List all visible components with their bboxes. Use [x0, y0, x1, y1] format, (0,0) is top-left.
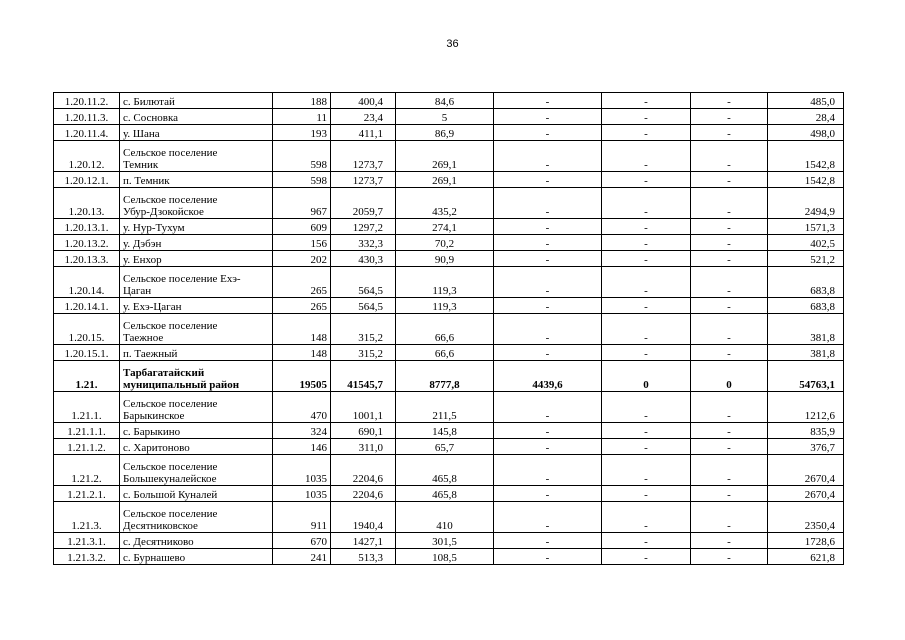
cell-code: 1.20.13.2. — [54, 235, 120, 251]
cell-value-1: 1940,4 — [331, 502, 396, 533]
cell-population: 19505 — [273, 361, 331, 392]
table-row — [54, 314, 844, 345]
cell-name — [120, 298, 273, 314]
cell-value-3: - — [494, 298, 602, 314]
cell-name — [120, 267, 273, 298]
cell-total: 2670,4 — [768, 486, 844, 502]
cell-value-5: - — [691, 439, 768, 455]
cell-code: 1.20.12. — [54, 141, 120, 172]
cell-value-2: 465,8 — [396, 486, 494, 502]
cell-value-3: - — [494, 392, 602, 423]
cell-total: 381,8 — [768, 345, 844, 361]
cell-name-line: Таежное — [123, 332, 164, 344]
cell-name-line: Сельское поселение — [123, 398, 218, 410]
cell-total: 1212,6 — [768, 392, 844, 423]
cell-value-4: - — [602, 141, 691, 172]
cell-value-4: - — [602, 533, 691, 549]
cell-value-4: - — [602, 93, 691, 109]
cell-value-1: 513,3 — [331, 549, 396, 565]
cell-value-2: 410 — [396, 502, 494, 533]
cell-total: 28,4 — [768, 109, 844, 125]
cell-value-4: - — [602, 314, 691, 345]
table-row — [54, 361, 844, 392]
cell-total: 402,5 — [768, 235, 844, 251]
cell-value-2: 119,3 — [396, 298, 494, 314]
cell-total: 485,0 — [768, 93, 844, 109]
cell-value-1: 2204,6 — [331, 455, 396, 486]
cell-value-1: 315,2 — [331, 345, 396, 361]
cell-value-2: 211,5 — [396, 392, 494, 423]
cell-value-5: - — [691, 219, 768, 235]
cell-name — [120, 502, 273, 533]
cell-code: 1.21.3.2. — [54, 549, 120, 565]
cell-value-1: 1273,7 — [331, 172, 396, 188]
cell-value-1: 332,3 — [331, 235, 396, 251]
cell-value-1: 23,4 — [331, 109, 396, 125]
cell-value-5: - — [691, 125, 768, 141]
table-row — [54, 141, 844, 172]
table-row — [54, 439, 844, 455]
table-row — [54, 172, 844, 188]
cell-value-5: - — [691, 188, 768, 219]
cell-value-4: - — [602, 455, 691, 486]
cell-total: 376,7 — [768, 439, 844, 455]
cell-name-line: с. Сосновка — [123, 112, 179, 124]
cell-value-5: - — [691, 251, 768, 267]
cell-total: 683,8 — [768, 298, 844, 314]
cell-code: 1.20.13.3. — [54, 251, 120, 267]
page-number: 36 — [446, 38, 459, 50]
cell-name-line: Сельское поселение — [123, 147, 218, 159]
cell-value-5: - — [691, 267, 768, 298]
cell-value-1: 41545,7 — [331, 361, 396, 392]
table-row — [54, 109, 844, 125]
cell-value-3: - — [494, 267, 602, 298]
cell-value-1: 400,4 — [331, 93, 396, 109]
cell-total: 621,8 — [768, 549, 844, 565]
cell-value-4: - — [602, 392, 691, 423]
cell-population: 911 — [273, 502, 331, 533]
cell-name — [120, 172, 273, 188]
cell-population: 324 — [273, 423, 331, 439]
cell-value-3: - — [494, 235, 602, 251]
cell-total: 683,8 — [768, 267, 844, 298]
cell-population: 470 — [273, 392, 331, 423]
cell-name — [120, 455, 273, 486]
table-row — [54, 188, 844, 219]
cell-value-4: - — [602, 439, 691, 455]
cell-population: 148 — [273, 314, 331, 345]
cell-value-2: 465,8 — [396, 455, 494, 486]
cell-total: 521,2 — [768, 251, 844, 267]
cell-value-4: - — [602, 267, 691, 298]
cell-value-4: - — [602, 109, 691, 125]
cell-value-4: - — [602, 251, 691, 267]
cell-population: 265 — [273, 298, 331, 314]
cell-value-2: 66,6 — [396, 314, 494, 345]
cell-value-5: - — [691, 455, 768, 486]
cell-total: 835,9 — [768, 423, 844, 439]
cell-value-2: 66,6 — [396, 345, 494, 361]
cell-code: 1.20.14.1. — [54, 298, 120, 314]
cell-value-1: 1001,1 — [331, 392, 396, 423]
cell-value-2: 269,1 — [396, 172, 494, 188]
cell-code: 1.21.3.1. — [54, 533, 120, 549]
cell-code: 1.21.2. — [54, 455, 120, 486]
cell-value-5: - — [691, 93, 768, 109]
cell-name-line: Большекуналейское — [123, 473, 217, 485]
cell-value-1: 2204,6 — [331, 486, 396, 502]
cell-name — [120, 109, 273, 125]
cell-name-line: с. Билютай — [123, 96, 175, 108]
table-row — [54, 533, 844, 549]
cell-name — [120, 439, 273, 455]
cell-value-3: - — [494, 109, 602, 125]
cell-value-5: 0 — [691, 361, 768, 392]
cell-name-line: муниципальный район — [123, 379, 240, 391]
table-row — [54, 549, 844, 565]
cell-name — [120, 392, 273, 423]
table-row — [54, 345, 844, 361]
cell-total: 2350,4 — [768, 502, 844, 533]
cell-population: 265 — [273, 267, 331, 298]
cell-name-line: Тарбагатайский — [123, 367, 205, 379]
cell-value-4: - — [602, 172, 691, 188]
cell-total: 1571,3 — [768, 219, 844, 235]
cell-total: 54763,1 — [768, 361, 844, 392]
cell-code: 1.21.3. — [54, 502, 120, 533]
data-table — [53, 92, 844, 565]
cell-name-line: с. Большой Куналей — [123, 489, 218, 501]
cell-name — [120, 423, 273, 439]
cell-code: 1.20.15.1. — [54, 345, 120, 361]
cell-value-5: - — [691, 109, 768, 125]
table-row — [54, 455, 844, 486]
table-row — [54, 392, 844, 423]
cell-code: 1.21.1.1. — [54, 423, 120, 439]
cell-population: 967 — [273, 188, 331, 219]
cell-name-line: Цаган — [123, 285, 152, 297]
cell-value-2: 145,8 — [396, 423, 494, 439]
table-row — [54, 251, 844, 267]
cell-name — [120, 251, 273, 267]
cell-value-1: 1273,7 — [331, 141, 396, 172]
cell-name — [120, 361, 273, 392]
cell-value-2: 84,6 — [396, 93, 494, 109]
cell-value-1: 311,0 — [331, 439, 396, 455]
cell-value-3: - — [494, 423, 602, 439]
cell-name-line: у. Енхор — [123, 254, 162, 266]
cell-value-3: - — [494, 345, 602, 361]
cell-value-4: - — [602, 235, 691, 251]
cell-name-line: Сельское поселение — [123, 508, 218, 520]
cell-value-5: - — [691, 345, 768, 361]
cell-name — [120, 235, 273, 251]
cell-value-3: - — [494, 141, 602, 172]
cell-value-2: 65,7 — [396, 439, 494, 455]
cell-value-1: 1427,1 — [331, 533, 396, 549]
cell-value-1: 411,1 — [331, 125, 396, 141]
cell-name — [120, 345, 273, 361]
cell-value-3: - — [494, 188, 602, 219]
cell-name-line: Десятниковское — [123, 520, 198, 532]
cell-name-line: с. Бурнашево — [123, 552, 186, 564]
cell-population: 188 — [273, 93, 331, 109]
cell-code: 1.20.11.4. — [54, 125, 120, 141]
cell-value-4: - — [602, 549, 691, 565]
cell-value-4: - — [602, 486, 691, 502]
cell-value-4: - — [602, 125, 691, 141]
cell-value-5: - — [691, 533, 768, 549]
cell-population: 1035 — [273, 486, 331, 502]
cell-value-3: - — [494, 455, 602, 486]
table-row — [54, 298, 844, 314]
cell-code: 1.20.12.1. — [54, 172, 120, 188]
cell-value-3: 4439,6 — [494, 361, 602, 392]
cell-value-2: 90,9 — [396, 251, 494, 267]
cell-value-2: 5 — [396, 109, 494, 125]
cell-code: 1.21.1. — [54, 392, 120, 423]
table-row — [54, 423, 844, 439]
cell-name — [120, 314, 273, 345]
table-row — [54, 93, 844, 109]
table-row — [54, 486, 844, 502]
cell-code: 1.20.14. — [54, 267, 120, 298]
cell-total: 498,0 — [768, 125, 844, 141]
table-row — [54, 235, 844, 251]
cell-population: 609 — [273, 219, 331, 235]
cell-name — [120, 93, 273, 109]
cell-name — [120, 486, 273, 502]
cell-value-1: 564,5 — [331, 298, 396, 314]
cell-value-3: - — [494, 439, 602, 455]
cell-value-2: 86,9 — [396, 125, 494, 141]
cell-name — [120, 188, 273, 219]
cell-code: 1.20.11.2. — [54, 93, 120, 109]
cell-code: 1.20.13. — [54, 188, 120, 219]
cell-value-3: - — [494, 251, 602, 267]
table-row — [54, 267, 844, 298]
cell-total: 1542,8 — [768, 172, 844, 188]
cell-name-line: у. Ехэ-Цаган — [123, 301, 182, 313]
cell-name-line: у. Дэбэн — [123, 238, 162, 250]
cell-value-3: - — [494, 502, 602, 533]
cell-value-4: - — [602, 188, 691, 219]
table-body — [54, 93, 844, 565]
cell-name-line: у. Шана — [123, 128, 160, 140]
cell-value-4: - — [602, 219, 691, 235]
cell-value-1: 2059,7 — [331, 188, 396, 219]
cell-population: 598 — [273, 141, 331, 172]
cell-value-4: - — [602, 298, 691, 314]
cell-code: 1.20.13.1. — [54, 219, 120, 235]
cell-value-2: 435,2 — [396, 188, 494, 219]
cell-value-5: - — [691, 392, 768, 423]
cell-name — [120, 141, 273, 172]
cell-value-3: - — [494, 549, 602, 565]
cell-value-1: 564,5 — [331, 267, 396, 298]
cell-total: 1542,8 — [768, 141, 844, 172]
cell-population: 241 — [273, 549, 331, 565]
cell-value-3: - — [494, 533, 602, 549]
cell-name-line: Сельское поселение — [123, 320, 218, 332]
cell-population: 146 — [273, 439, 331, 455]
cell-value-5: - — [691, 502, 768, 533]
cell-value-3: - — [494, 486, 602, 502]
cell-value-4: 0 — [602, 361, 691, 392]
cell-value-5: - — [691, 141, 768, 172]
cell-value-3: - — [494, 172, 602, 188]
cell-code: 1.20.15. — [54, 314, 120, 345]
cell-value-2: 274,1 — [396, 219, 494, 235]
cell-value-5: - — [691, 314, 768, 345]
cell-name — [120, 125, 273, 141]
cell-value-3: - — [494, 314, 602, 345]
cell-value-2: 301,5 — [396, 533, 494, 549]
cell-name-line: с. Десятниково — [123, 536, 194, 548]
cell-total: 381,8 — [768, 314, 844, 345]
cell-code: 1.21.1.2. — [54, 439, 120, 455]
cell-value-3: - — [494, 125, 602, 141]
cell-population: 156 — [273, 235, 331, 251]
cell-name-line: с. Харитоново — [123, 442, 190, 454]
cell-value-4: - — [602, 423, 691, 439]
cell-value-1: 315,2 — [331, 314, 396, 345]
cell-value-2: 119,3 — [396, 267, 494, 298]
cell-value-3: - — [494, 93, 602, 109]
cell-population: 11 — [273, 109, 331, 125]
cell-code: 1.20.11.3. — [54, 109, 120, 125]
cell-value-5: - — [691, 549, 768, 565]
cell-name — [120, 219, 273, 235]
cell-value-5: - — [691, 172, 768, 188]
cell-name-line: Сельское поселение — [123, 194, 218, 206]
cell-value-5: - — [691, 235, 768, 251]
cell-value-2: 108,5 — [396, 549, 494, 565]
cell-value-5: - — [691, 486, 768, 502]
cell-value-3: - — [494, 219, 602, 235]
cell-population: 202 — [273, 251, 331, 267]
table-row — [54, 502, 844, 533]
cell-name-line: п. Темник — [123, 175, 170, 187]
cell-name-line: Сельское поселение — [123, 461, 218, 473]
cell-name — [120, 549, 273, 565]
cell-value-5: - — [691, 298, 768, 314]
cell-name-line: у. Нур-Тухум — [123, 222, 185, 234]
cell-value-4: - — [602, 345, 691, 361]
cell-value-5: - — [691, 423, 768, 439]
cell-value-2: 269,1 — [396, 141, 494, 172]
cell-name-line: Барыкинское — [123, 410, 185, 422]
cell-name-line: Сельское поселение Ехэ- — [123, 273, 241, 285]
cell-name-line: п. Таежный — [123, 348, 178, 360]
cell-population: 148 — [273, 345, 331, 361]
cell-population: 670 — [273, 533, 331, 549]
cell-name-line: Темник — [123, 159, 159, 171]
table-row — [54, 219, 844, 235]
cell-value-2: 8777,8 — [396, 361, 494, 392]
cell-population: 1035 — [273, 455, 331, 486]
cell-value-1: 430,3 — [331, 251, 396, 267]
table-row — [54, 125, 844, 141]
cell-value-2: 70,2 — [396, 235, 494, 251]
cell-code: 1.21.2.1. — [54, 486, 120, 502]
cell-total: 1728,6 — [768, 533, 844, 549]
cell-name — [120, 533, 273, 549]
cell-population: 598 — [273, 172, 331, 188]
cell-code: 1.21. — [54, 361, 120, 392]
cell-name-line: с. Барыкино — [123, 426, 181, 438]
cell-value-4: - — [602, 502, 691, 533]
cell-value-1: 1297,2 — [331, 219, 396, 235]
cell-name-line: Убур-Дзокойское — [123, 206, 204, 218]
cell-total: 2670,4 — [768, 455, 844, 486]
cell-value-1: 690,1 — [331, 423, 396, 439]
cell-total: 2494,9 — [768, 188, 844, 219]
cell-population: 193 — [273, 125, 331, 141]
